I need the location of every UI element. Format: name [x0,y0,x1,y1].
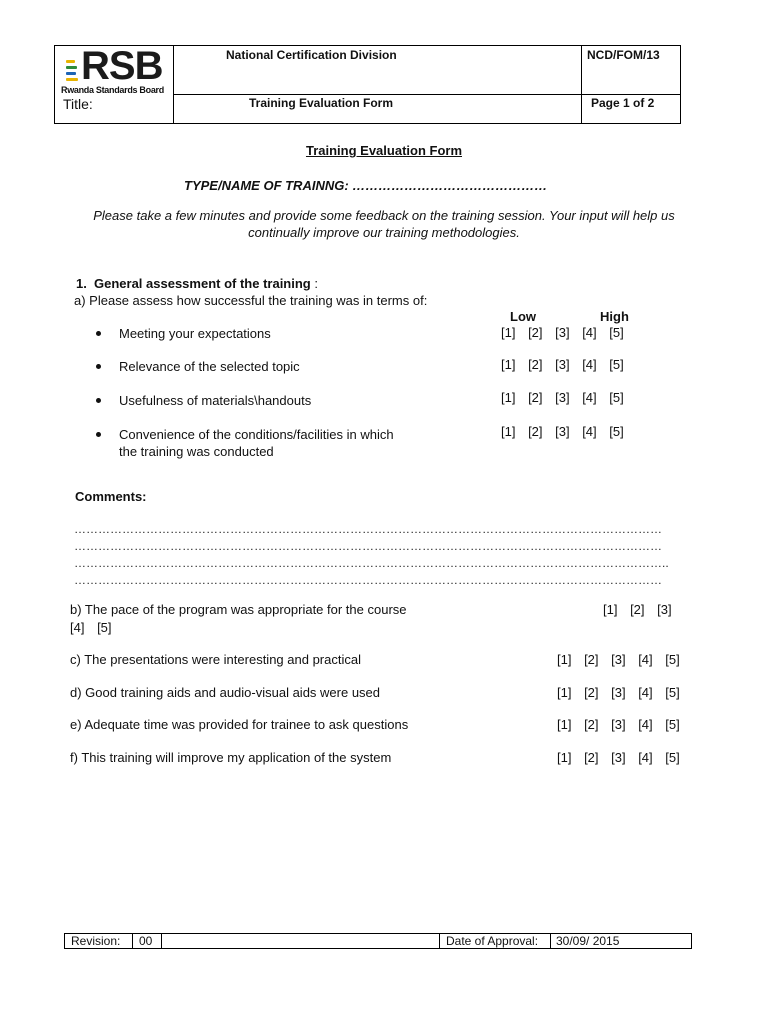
question-b: b) The pace of the program was appropriate for the course [70,602,407,617]
document-header-table [54,45,681,124]
rating-scale-b-part1[interactable]: [1] [2] [3] [603,602,672,617]
logo-text: RSB [81,44,163,88]
title-value: Training Evaluation Form [249,96,394,110]
revision-label: Revision: [71,934,121,948]
rating-scale-relevance[interactable]: [1] [2] [3] [4] [5] [501,357,624,372]
section-subheading: a) Please assess how successful the training was in terms of: [74,293,428,308]
rating-scale-f[interactable]: [1] [2] [3] [4] [5] [557,750,680,765]
bullet-icon [96,398,101,403]
criterion-relevance: Relevance of the selected topic [119,359,300,374]
criterion-materials: Usefulness of materials\handouts [119,393,312,408]
approval-date-value: 30/09/ 2015 [556,934,620,948]
comment-line[interactable]: ………………………………………………………………………………………………………………………………… [74,573,662,587]
section-number: 1. [76,276,87,291]
bullet-icon [96,364,101,369]
rsb-logo [57,44,169,95]
form-title: Training Evaluation Form [305,143,463,158]
question-f: f) This training will improve my application of the system [70,750,392,765]
intro-line-2: continually improve our training methodologies. [248,225,520,240]
criterion-conditions-cont: the training was conducted [119,444,274,459]
criterion-expectations: Meeting your expectations [119,326,271,341]
question-c: c) The presentations were interesting and practical [70,652,361,667]
rating-scale-c[interactable]: [1] [2] [3] [4] [5] [557,652,680,667]
page-number: Page 1 of 2 [591,96,655,110]
title-label: Title: [63,96,93,112]
section-heading: General assessment of the training : [94,276,318,291]
approval-date-label: Date of Approval: [446,934,539,948]
rating-scale-conditions[interactable]: [1] [2] [3] [4] [5] [501,424,624,439]
revision-value: 00 [139,934,153,948]
comment-line[interactable]: ………………………………………………………………………………………………………………………………….. [74,556,669,570]
comment-line[interactable]: ………………………………………………………………………………………………………………………………… [74,522,662,536]
revision-footer-table [64,933,692,949]
rating-scale-expectations[interactable]: [1] [2] [3] [4] [5] [501,325,624,340]
intro-line-1: Please take a few minutes and provide some feedback on the training session. Your input will help us [93,208,675,223]
question-e: e) Adequate time was provided for trainee to ask questions [70,717,409,732]
criterion-conditions: Convenience of the conditions/facilities in which [119,427,394,442]
scale-low-label: Low [510,309,536,324]
bullet-icon [96,432,101,437]
scale-high-label: High [600,309,629,324]
training-type-field: TYPE/NAME OF TRAINNG: ……………………………………… [184,178,548,193]
logo-subtitle: Rwanda Standards Board [61,85,164,95]
rating-scale-e[interactable]: [1] [2] [3] [4] [5] [557,717,680,732]
comments-label: Comments: [75,489,147,504]
bullet-icon [96,331,101,336]
rating-scale-b-part2[interactable]: [4] [5] [70,620,112,635]
rating-scale-materials[interactable]: [1] [2] [3] [4] [5] [501,390,624,405]
rating-scale-d[interactable]: [1] [2] [3] [4] [5] [557,685,680,700]
comment-line[interactable]: ………………………………………………………………………………………………………………………………… [74,539,662,553]
division-name: National Certification Division [226,48,397,62]
document-code: NCD/FOM/13 [587,48,660,62]
logo-bars-icon [66,60,78,82]
question-d: d) Good training aids and audio-visual aids were used [70,685,381,700]
